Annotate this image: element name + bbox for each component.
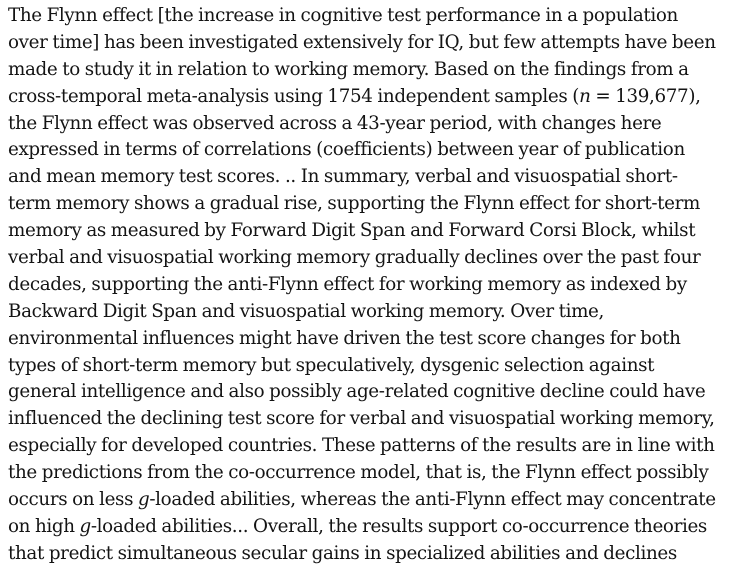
text-line [8, 30, 736, 57]
text-line [8, 84, 736, 111]
text-line [8, 460, 736, 487]
text-line [8, 514, 736, 541]
line-text: on high [8, 515, 80, 537]
text-line [8, 487, 736, 514]
text-line [8, 3, 736, 30]
line-text: general intelligence and also possibly age-related cognitive decline could have [8, 381, 706, 403]
line-text: the predictions from the co-occurrence model, that is, the Flynn effect possibly [8, 462, 709, 484]
text-line [8, 379, 736, 406]
text-line [8, 541, 736, 568]
line-text: influenced the declining test score for verbal and visuospatial working memory, [8, 408, 715, 430]
sample-size-value: = 139,677), [590, 85, 701, 107]
g-factor-symbol: g [79, 515, 91, 537]
sample-size-symbol: n [579, 85, 591, 107]
text-line [8, 299, 736, 326]
line-text: environmental influences might have driven the test score changes for both [8, 327, 681, 349]
text-line [8, 164, 736, 191]
line-text: made to study it in relation to working memory. Based on the findings from a [8, 58, 689, 80]
text-line [8, 406, 736, 433]
line-text: -loaded abilities, whereas the anti-Flynn effect may concentrate [149, 489, 716, 511]
line-text: The Flynn effect [the increase in cognitive test performance in a population [8, 5, 678, 26]
line-text: occurs on less [8, 489, 138, 511]
line-text: decades, supporting the anti-Flynn effect for working memory as indexed by [8, 273, 687, 295]
line-text: memory as measured by Forward Digit Span and Forward Corsi Block, whilst [8, 220, 696, 242]
text-line [8, 272, 736, 299]
line-text: and mean memory test scores. .. In summary, verbal and visuospatial short- [8, 166, 678, 188]
text-line [8, 245, 736, 272]
text-line [8, 191, 736, 218]
text-line [8, 433, 736, 460]
line-text: the Flynn effect was observed across a 43-year period, with changes here [8, 112, 662, 134]
line-text: cross-temporal meta-analysis using 1754 independent samples ( [8, 85, 580, 107]
line-text: that predict simultaneous secular gains in specialized abilities and declines [8, 542, 677, 564]
line-text: types of short-term memory but speculatively, dysgenic selection against [8, 354, 655, 376]
text-line [8, 57, 736, 84]
line-text: term memory shows a gradual rise, supporting the Flynn effect for short-term [8, 193, 701, 215]
text-line [8, 353, 736, 380]
line-text: verbal and visuospatial working memory gradually declines over the past four [8, 247, 701, 269]
line-text: expressed in terms of correlations (coefficients) between year of publication [8, 139, 685, 161]
line-text: -loaded abilities... Overall, the results support co-occurrence theories [90, 515, 707, 537]
text-line [8, 218, 736, 245]
g-factor-symbol: g [137, 489, 150, 511]
text-line [8, 137, 736, 164]
line-text: especially for developed countries. These patterns of the results are in line with [8, 435, 715, 457]
text-line [8, 111, 736, 138]
line-text: over time] has been investigated extensively for IQ, but few attempts have been [8, 31, 716, 53]
line-text: Backward Digit Span and visuospatial working memory. Over time, [8, 300, 604, 322]
text-line [8, 326, 736, 353]
